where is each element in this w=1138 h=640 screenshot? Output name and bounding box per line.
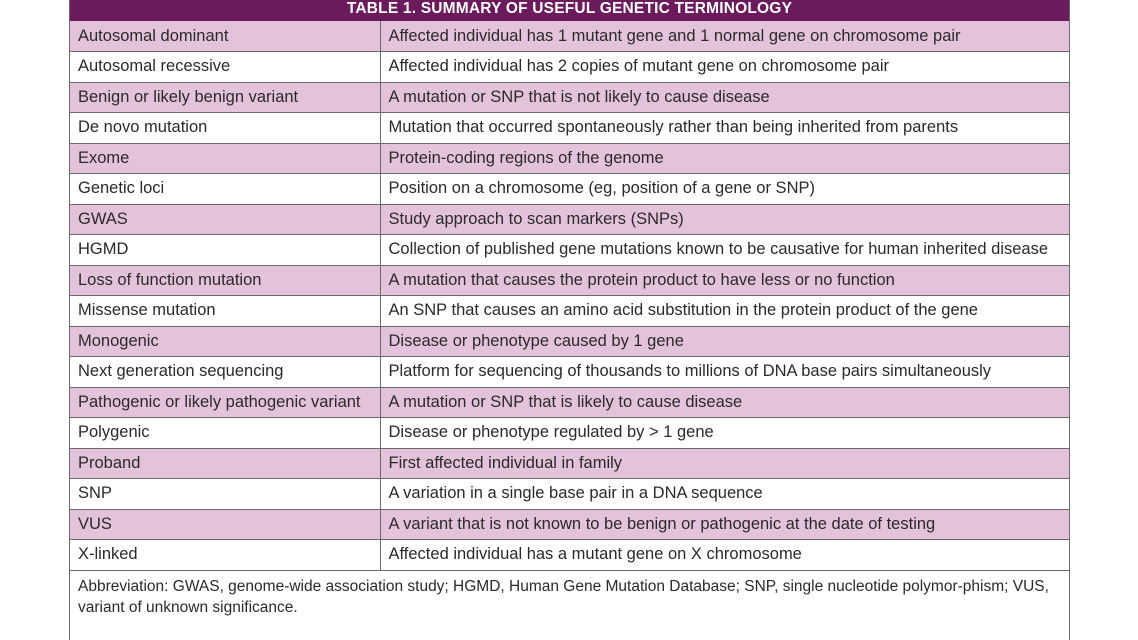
table-row — [70, 326, 1069, 357]
term-cell: Proband — [70, 448, 380, 479]
table-row — [70, 448, 1069, 479]
table-row — [70, 387, 1069, 418]
terminology-table — [70, 21, 1069, 571]
definition-cell: A mutation or SNP that is likely to cause disease — [380, 387, 1069, 418]
table-row — [70, 52, 1069, 83]
definition-cell: Affected individual has a mutant gene on X chromosome — [380, 540, 1069, 571]
table-row — [70, 235, 1069, 266]
terminology-table-container — [69, 0, 1070, 640]
definition-cell: Protein-coding regions of the genome — [380, 143, 1069, 174]
table-row — [70, 143, 1069, 174]
term-cell: Genetic loci — [70, 174, 380, 205]
term-cell: De novo mutation — [70, 113, 380, 144]
term-cell: VUS — [70, 509, 380, 540]
definition-cell: Disease or phenotype caused by 1 gene — [380, 326, 1069, 357]
table-row — [70, 418, 1069, 449]
term-cell: Loss of function mutation — [70, 265, 380, 296]
term-cell: Autosomal recessive — [70, 52, 380, 83]
table-row — [70, 82, 1069, 113]
term-cell: GWAS — [70, 204, 380, 235]
term-cell: Pathogenic or likely pathogenic variant — [70, 387, 380, 418]
definition-cell: Affected individual has 1 mutant gene and 1 normal gene on chromosome pair — [380, 21, 1069, 52]
table-row — [70, 113, 1069, 144]
table-row — [70, 174, 1069, 205]
table-row — [70, 479, 1069, 510]
definition-cell: Platform for sequencing of thousands to millions of DNA base pairs simultaneously — [380, 357, 1069, 388]
table-title: TABLE 1. SUMMARY OF USEFUL GENETIC TERMINOLOGY — [70, 0, 1069, 21]
definition-cell: A variant that is not known to be benign or pathogenic at the date of testing — [380, 509, 1069, 540]
table-footnote: Abbreviation: GWAS, genome-wide association study; HGMD, Human Gene Mutation Database; SNP, single nucleotide polymor-phism; VUS, variant of unknown significance. — [78, 577, 1049, 616]
definition-cell: Study approach to scan markers (SNPs) — [380, 204, 1069, 235]
table-row — [70, 540, 1069, 571]
definition-cell: Position on a chromosome (eg, position of a gene or SNP) — [380, 174, 1069, 205]
term-cell: X-linked — [70, 540, 380, 571]
term-cell: Polygenic — [70, 418, 380, 449]
table-row — [70, 509, 1069, 540]
table-body — [70, 21, 1069, 570]
term-cell: SNP — [70, 479, 380, 510]
definition-cell: Collection of published gene mutations known to be causative for human inherited disease — [380, 235, 1069, 266]
definition-cell: Disease or phenotype regulated by > 1 gene — [380, 418, 1069, 449]
table-row — [70, 357, 1069, 388]
definition-cell: A variation in a single base pair in a DNA sequence — [380, 479, 1069, 510]
table-row — [70, 21, 1069, 52]
term-cell: Next generation sequencing — [70, 357, 380, 388]
definition-cell: First affected individual in family — [380, 448, 1069, 479]
term-cell: Exome — [70, 143, 380, 174]
table-row — [70, 204, 1069, 235]
definition-cell: Affected individual has 2 copies of mutant gene on chromosome pair — [380, 52, 1069, 83]
definition-cell: A mutation or SNP that is not likely to cause disease — [380, 82, 1069, 113]
term-cell: HGMD — [70, 235, 380, 266]
term-cell: Monogenic — [70, 326, 380, 357]
table-row — [70, 296, 1069, 327]
table-row — [70, 265, 1069, 296]
definition-cell: An SNP that causes an amino acid substitution in the protein product of the gene — [380, 296, 1069, 327]
term-cell: Benign or likely benign variant — [70, 82, 380, 113]
definition-cell: Mutation that occurred spontaneously rather than being inherited from parents — [380, 113, 1069, 144]
definition-cell: A mutation that causes the protein product to have less or no function — [380, 265, 1069, 296]
term-cell: Missense mutation — [70, 296, 380, 327]
term-cell: Autosomal dominant — [70, 21, 380, 52]
